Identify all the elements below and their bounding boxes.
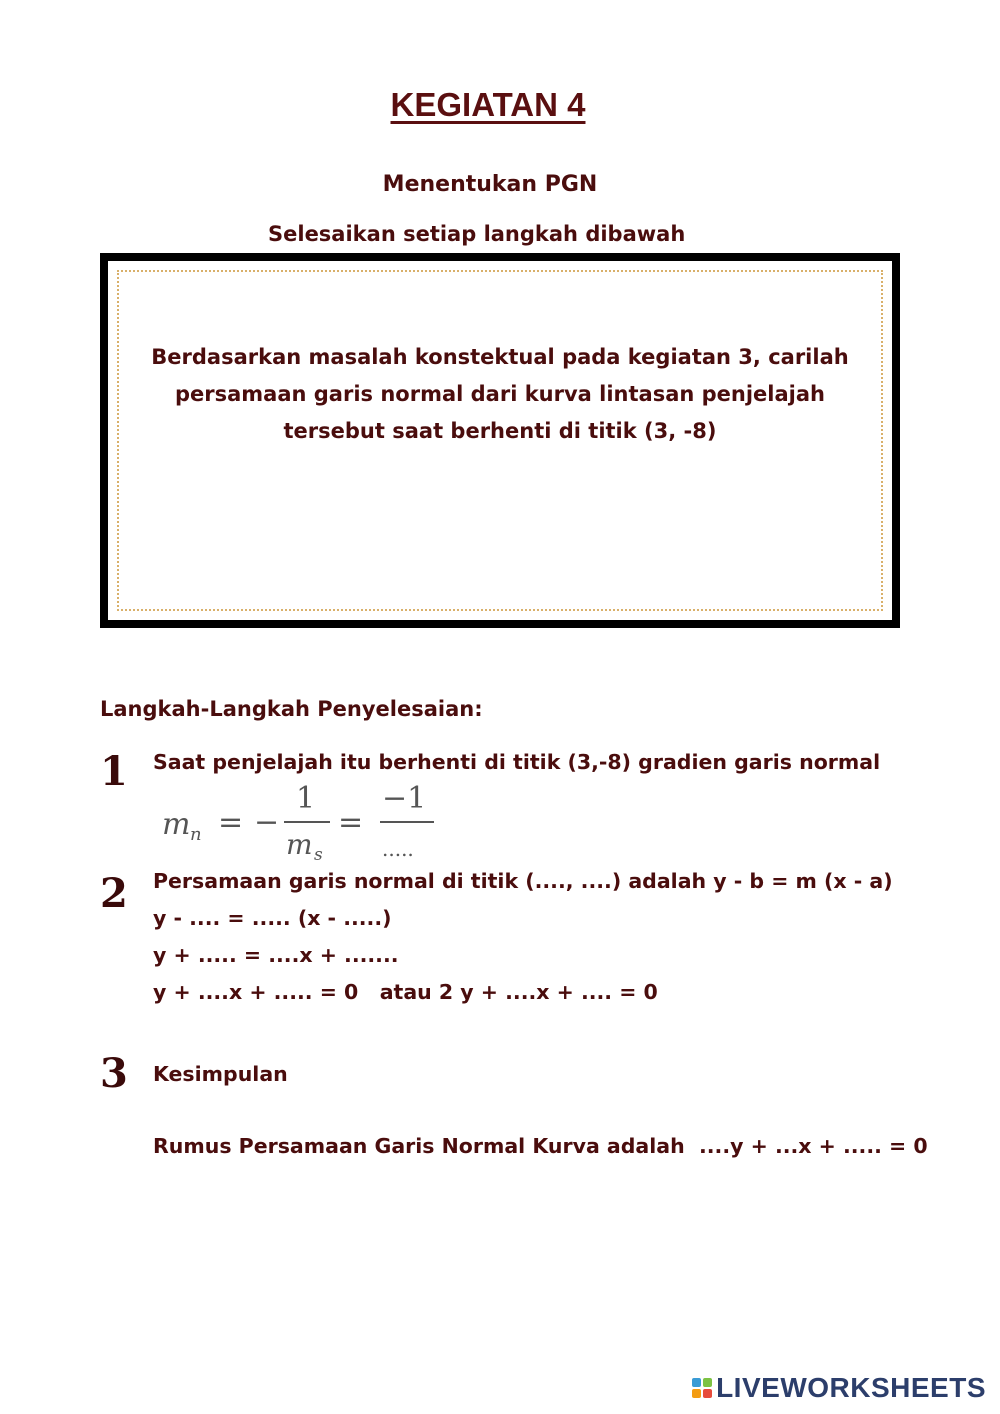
instruction-text: Selesaikan setiap langkah dibawah — [268, 222, 686, 246]
watermark-text: LIVEWORKSHEETS — [716, 1372, 986, 1403]
problem-line-3: tersebut saat berhenti di titik (3, -8) — [283, 419, 717, 443]
problem-box — [100, 253, 900, 628]
formula-lhs-symbol: m — [162, 807, 191, 842]
step-3-number: 3 — [100, 1050, 128, 1097]
step-2-line-1: Persamaan garis normal di titik (...., ....) adalah y - b = m (x - a) — [153, 869, 893, 893]
problem-line-1: Berdasarkan masalah konstektual pada kegiatan 3, carilah — [151, 345, 849, 369]
problem-statement — [128, 339, 872, 450]
conclusion-text: Rumus Persamaan Garis Normal Kurva adalah ....y + ...x + ..... = 0 — [153, 1134, 928, 1158]
formula-equals-2: = — [338, 805, 364, 840]
formula-numerator-1: 1 — [296, 782, 316, 816]
formula-numerator-2: −1 — [382, 782, 427, 816]
problem-line-2: persamaan garis normal dari kurva lintasan penjelajah — [174, 382, 825, 406]
step-2-line-4: y + ....x + ..... = 0 atau 2 y + ....x + .... = 0 — [153, 980, 658, 1004]
liveworksheets-logo-icon — [692, 1378, 712, 1398]
gradient-formula — [158, 782, 448, 862]
formula-denominator-2: ..... — [382, 837, 414, 861]
formula-minus: − — [254, 805, 280, 840]
step-2-line-3: y + ..... = ....x + ....... — [153, 943, 399, 967]
page-title: KEGIATAN 4 — [390, 86, 586, 123]
steps-heading: Langkah-Langkah Penyelesaian: — [100, 697, 483, 721]
page-subtitle: Menentukan PGN — [382, 172, 598, 197]
step-2-line-2: y - .... = ..... (x - .....) — [153, 906, 392, 930]
step-1-number: 1 — [100, 748, 128, 795]
formula-equals-1: = — [218, 805, 244, 840]
formula-lhs-subscript: n — [190, 824, 202, 845]
liveworksheets-watermark — [692, 1372, 986, 1404]
step-1-text: Saat penjelajah itu berhenti di titik (3,-8) gradien garis normal — [153, 750, 881, 774]
step-3-heading: Kesimpulan — [153, 1062, 288, 1086]
formula-denominator-symbol: m — [286, 828, 313, 861]
step-2-number: 2 — [100, 870, 128, 917]
formula-denominator-subscript: s — [314, 845, 323, 862]
